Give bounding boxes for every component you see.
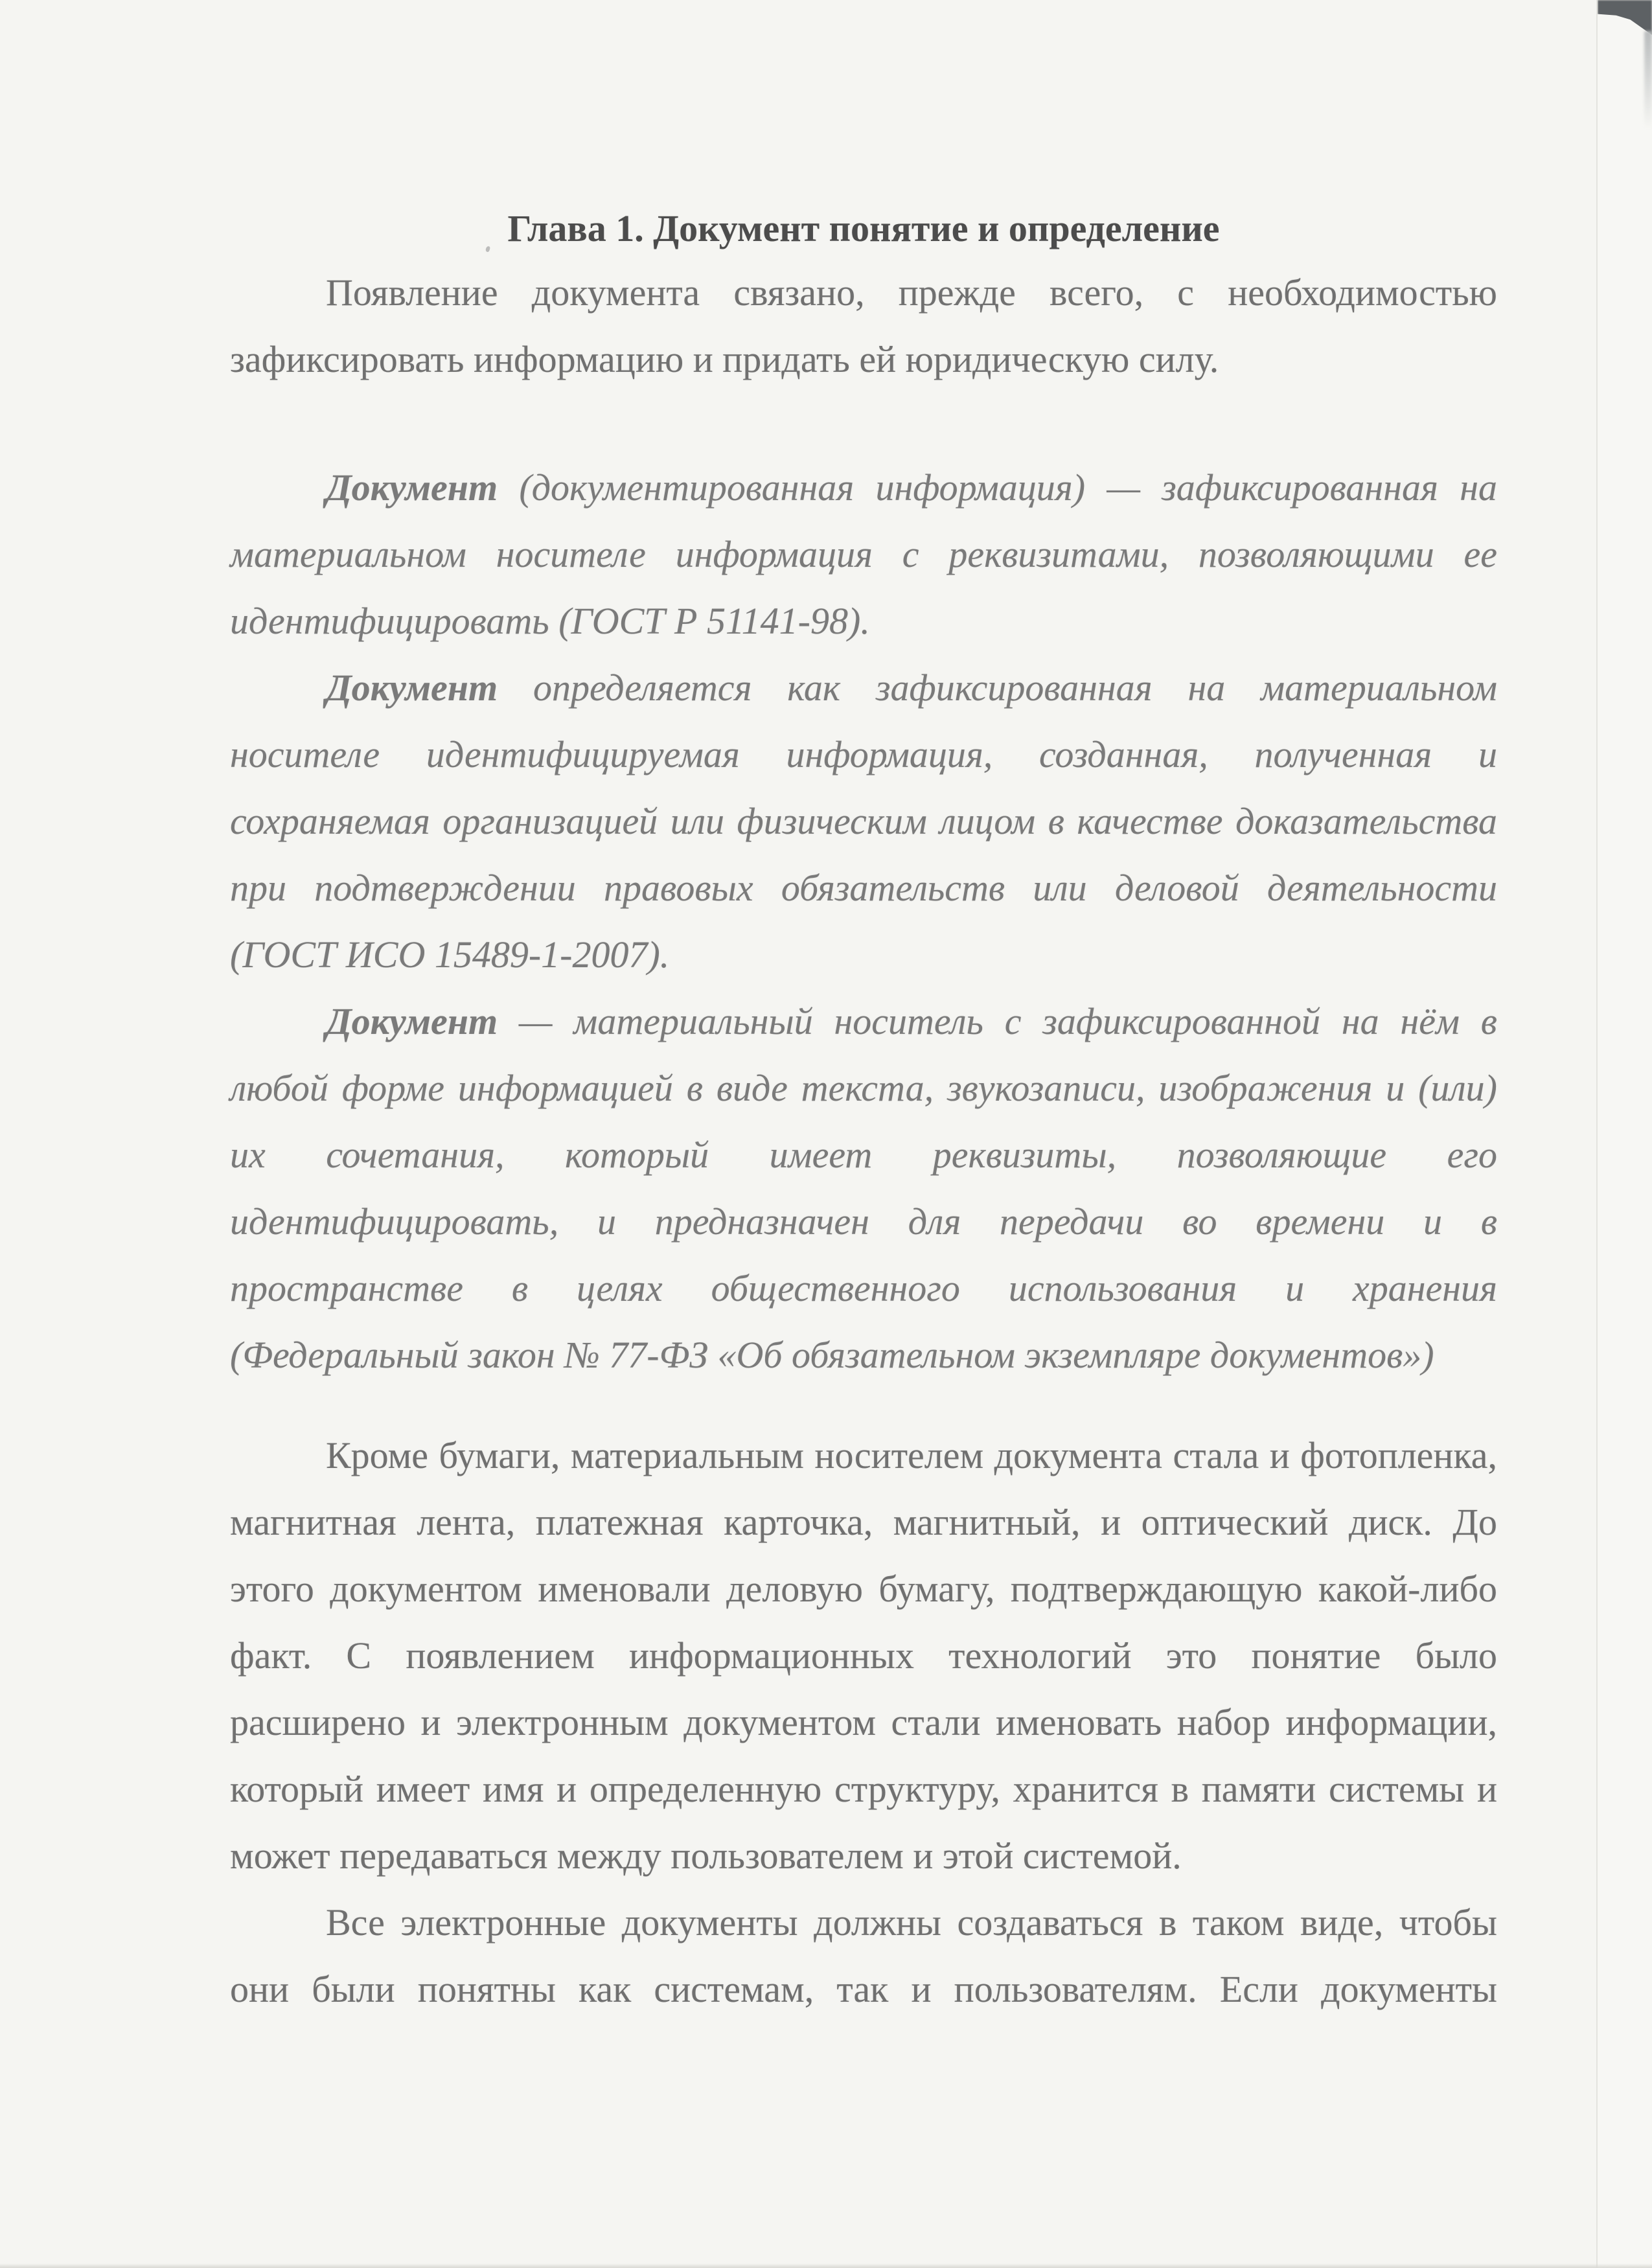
scan-corner-shadow (1644, 31, 1652, 128)
definition-text: — материальный носитель с зафиксированной на нём в любой форме информацией в виде текста, звукозаписи, изображения и (или) их сочетания, который имеет реквизиты, позволяющие его идентифицировать, и предназначен для передачи во времени и в пространстве в целях общественного использования и хранения (Федеральный закон № 77-ФЗ «Об обязательном экземпляре документов») (230, 1000, 1497, 1376)
definition-text: (документированная информация) — зафиксированная на материальном носителе информация с реквизитами, позволяющими ее идентифицировать (ГОСТ Р 51141-98). (230, 466, 1497, 642)
page-content (230, 198, 1497, 2022)
scan-bottom-edge (0, 2263, 1652, 2268)
paragraph-text: Кроме бумаги, материальным носителем документа стала и фотопленка, магнитная лента, платежная карточка, магнитный, и оптический диск. До этого документом именовали деловую бумагу, подтверждающую какой-либо факт. С появлением информационных технологий это понятие было расширено и электронным документом стали именовать набор информации, который имеет имя и определенную структуру, хранится в памяти системы и может передаваться между пользователем и этой системой. (230, 1434, 1497, 1877)
chapter-title: Глава 1. Документ понятие и определение (507, 207, 1220, 249)
definition-gost-r-51141 (230, 454, 1497, 654)
definition-fz-77 (230, 988, 1497, 1388)
definition-lead-word: Документ (326, 466, 498, 509)
definition-lead-word: Документ (326, 1000, 498, 1042)
paragraph-intro (230, 259, 1497, 393)
scan-right-edge-strip (1598, 0, 1652, 2268)
definition-gost-iso-15489 (230, 654, 1497, 988)
scan-right-edge-line (1596, 0, 1598, 2268)
paragraph-text: Все электронные документы должны создаваться в таком виде, чтобы они были понятны как системам, так и пользователям. Если документы (230, 1901, 1497, 2010)
paragraph-electronic-documents (230, 1889, 1497, 2022)
definition-lead-word: Документ (326, 667, 498, 709)
definition-text: определяется как зафиксированная на материальном носителе идентифицируемая информация, созданная, полученная и сохраняемая организацией или физическим лицом в качестве доказательства при подтверждении правовых обязательств или деловой деятельности (ГОСТ ИСО 15489-1-2007). (230, 667, 1497, 976)
paragraph-material-carriers (230, 1422, 1497, 1889)
paragraph-text: Появление документа связано, прежде всего, с необходимостью зафиксировать информацию и придать ей юридическую силу. (230, 271, 1497, 380)
